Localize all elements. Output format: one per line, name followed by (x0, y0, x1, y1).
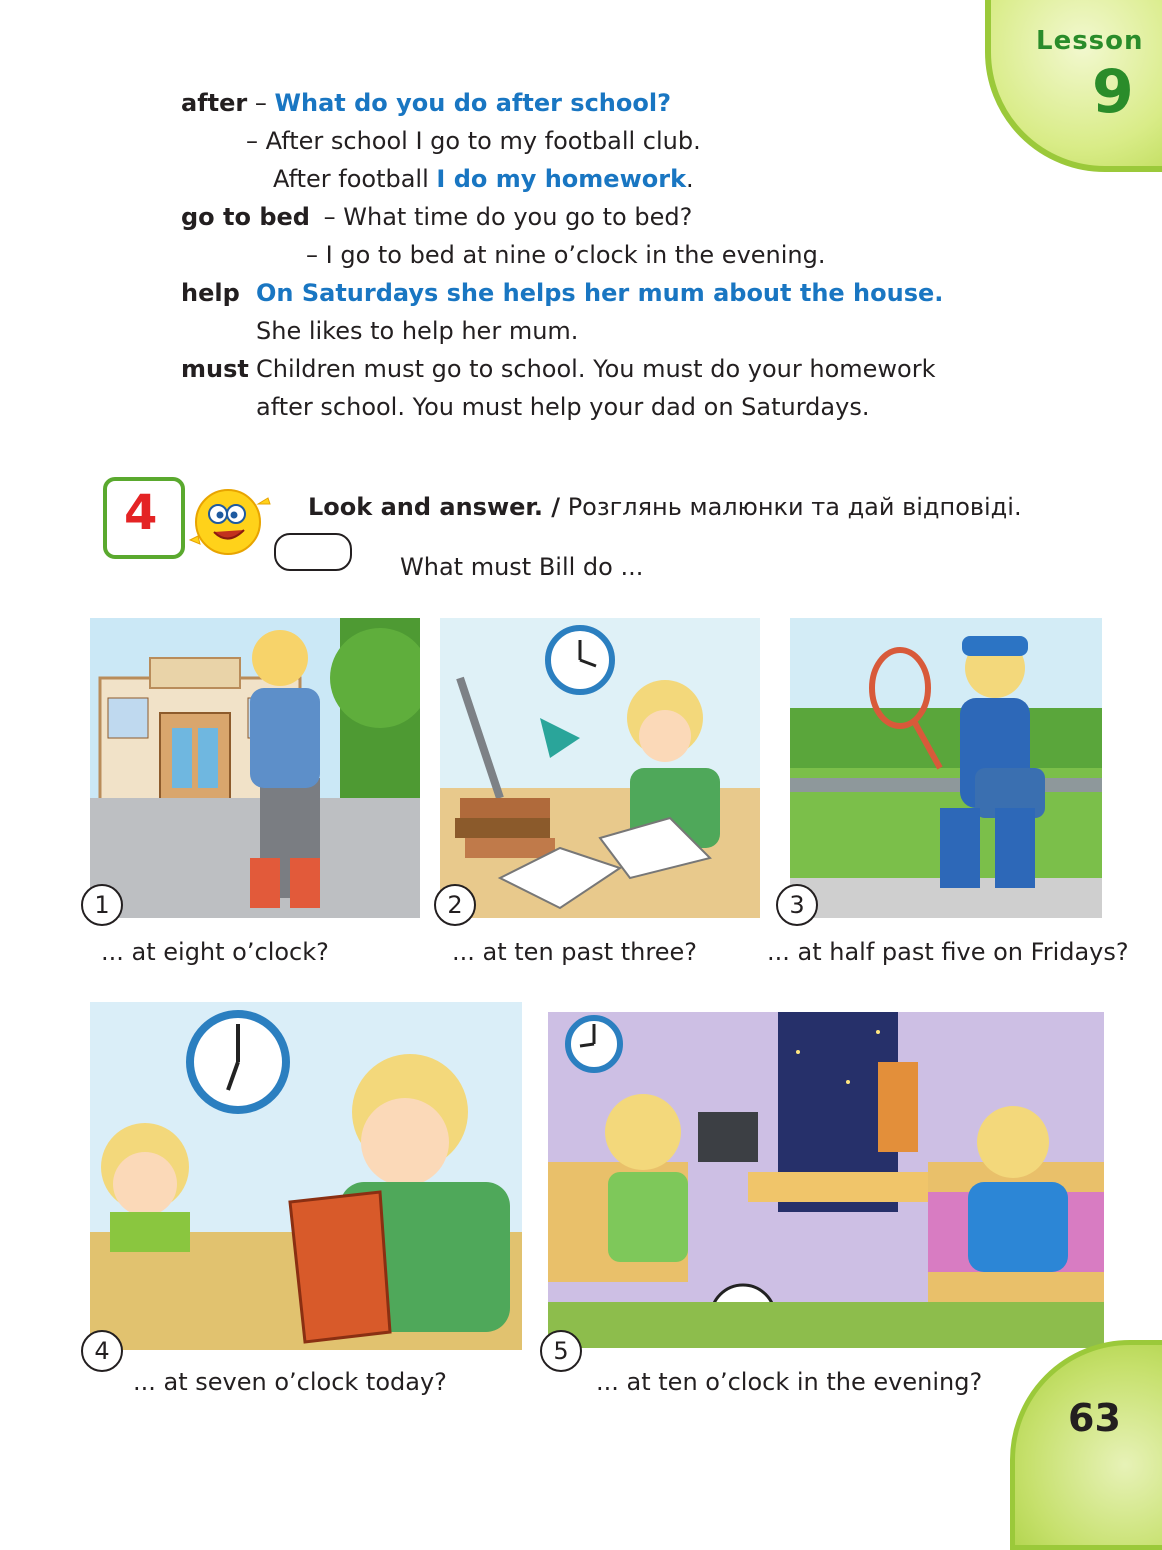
term-go-to-bed: go to bed (181, 203, 310, 231)
caption-2: ... at ten past three? (452, 938, 697, 966)
exercise-number: 4 (124, 485, 158, 541)
picture-5-bedroom (548, 1012, 1104, 1348)
vocab-go-to-bed: go to bed – What time do you go to bed? (181, 203, 693, 231)
caption-5: ... at ten o’clock in the evening? (596, 1368, 983, 1396)
speech-bubble (274, 533, 352, 571)
exercise-prompt: What must Bill do ... (400, 553, 644, 581)
picture-2-homework (440, 618, 760, 918)
go-to-bed-answer: – I go to bed at nine o’clock in the evening. (306, 241, 826, 269)
lesson-number: 9 (1092, 57, 1134, 127)
page-number: 63 (1068, 1396, 1121, 1440)
exercise-instruction: Look and answer. / Розглянь малюнки та дай відповіді. (308, 493, 1022, 521)
help-line2: She likes to help her mum. (256, 317, 579, 345)
term-must: must (181, 355, 249, 383)
after-question: What do you do after school? (274, 89, 672, 117)
picture-5-number: 5 (540, 1330, 582, 1372)
vocab-after-line1: after – What do you do after school? (181, 89, 672, 117)
picture-1-school (90, 618, 420, 918)
page-number-tab (1010, 1340, 1162, 1550)
picture-2-number: 2 (434, 884, 476, 926)
picture-1-number: 1 (81, 884, 123, 926)
picture-4-reading (90, 1002, 522, 1350)
picture-3-number: 3 (776, 884, 818, 926)
caption-1: ... at eight o’clock? (101, 938, 329, 966)
must-line2: after school. You must help your dad on Saturdays. (256, 393, 870, 421)
must-line1: Children must go to school. You must do your homework (256, 355, 936, 383)
picture-3-tennis (790, 618, 1102, 918)
term-help: help (181, 279, 240, 307)
caption-3: ... at half past five on Fridays? (767, 938, 1129, 966)
picture-4-number: 4 (81, 1330, 123, 1372)
lesson-label: Lesson (1036, 26, 1144, 56)
caption-4: ... at seven o’clock today? (133, 1368, 447, 1396)
smiley-icon (186, 484, 272, 560)
help-line1: On Saturdays she helps her mum about the house. (256, 279, 944, 307)
after-answer2: After football I do my homework. (273, 165, 694, 193)
term-after: after (181, 89, 248, 117)
after-answer1: – After school I go to my football club. (246, 127, 701, 155)
